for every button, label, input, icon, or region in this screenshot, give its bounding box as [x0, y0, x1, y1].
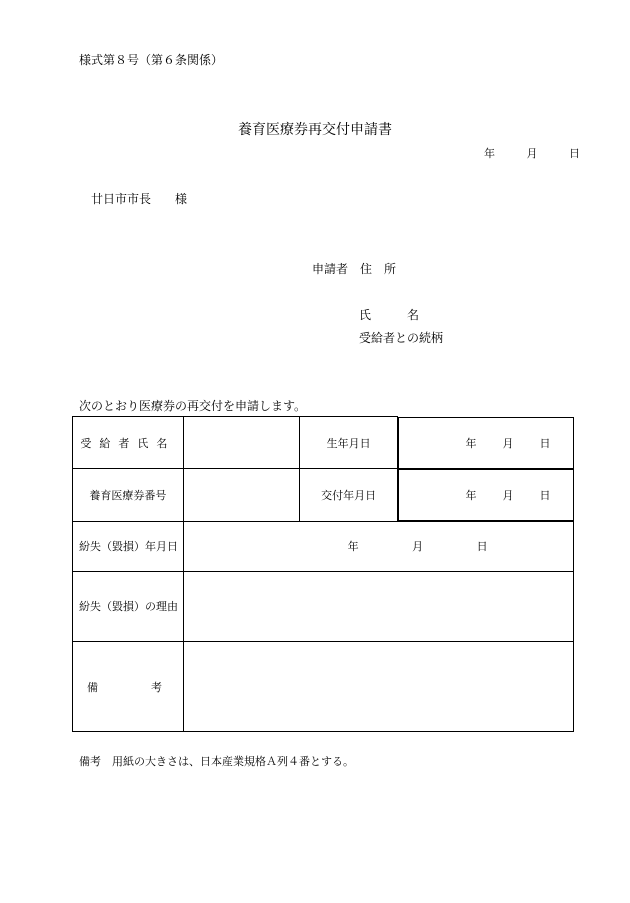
issue-date-label: 交付年月日	[300, 469, 398, 522]
page-title: 養育医療券再交付申請書	[238, 122, 392, 138]
issue-date-field[interactable]: 年 月 日	[398, 469, 574, 521]
birth-date-label: 生年月日	[300, 417, 398, 469]
addressee-honorific: 様	[175, 192, 188, 206]
table-row	[73, 571, 574, 641]
table-row	[73, 521, 574, 571]
loss-reason-field[interactable]	[183, 571, 573, 641]
addressee-name: 廿日市市長	[91, 192, 152, 206]
ticket-number-field[interactable]	[183, 469, 300, 522]
table-row	[73, 469, 574, 522]
footer-note: 備考 用紙の大きさは、日本産業規格Ａ列４番とする。	[79, 755, 354, 768]
recipient-name-field[interactable]	[183, 417, 300, 469]
recipient-name-label: 受給者氏名	[73, 417, 184, 469]
applicant-name-label: 氏 名	[359, 308, 432, 322]
remarks-field[interactable]	[183, 641, 573, 731]
application-table	[72, 416, 574, 732]
intro-text: 次のとおり医療券の再交付を申請します。	[79, 399, 307, 413]
remarks-label: 備 考	[73, 641, 184, 731]
ticket-number-label: 養育医療券番号	[73, 469, 184, 522]
applicant-address-label: 申請者 住 所	[312, 262, 397, 276]
table-row	[73, 417, 574, 469]
application-date	[484, 145, 580, 161]
applicant-relationship-label: 受給者との続柄	[359, 331, 444, 345]
date-month: 月	[526, 147, 538, 160]
addressee	[91, 190, 187, 207]
date-day: 日	[569, 147, 580, 160]
form-number: 様式第８号（第６条関係）	[79, 53, 224, 67]
birth-date-field[interactable]: 年 月 日	[398, 417, 574, 469]
table-row	[73, 641, 574, 731]
loss-date-field[interactable]: 年 月 日	[183, 521, 573, 571]
loss-date-label: 紛失（毀損）年月日	[73, 521, 184, 571]
date-year: 年	[484, 147, 495, 160]
loss-reason-label: 紛失（毀損）の理由	[73, 571, 184, 641]
